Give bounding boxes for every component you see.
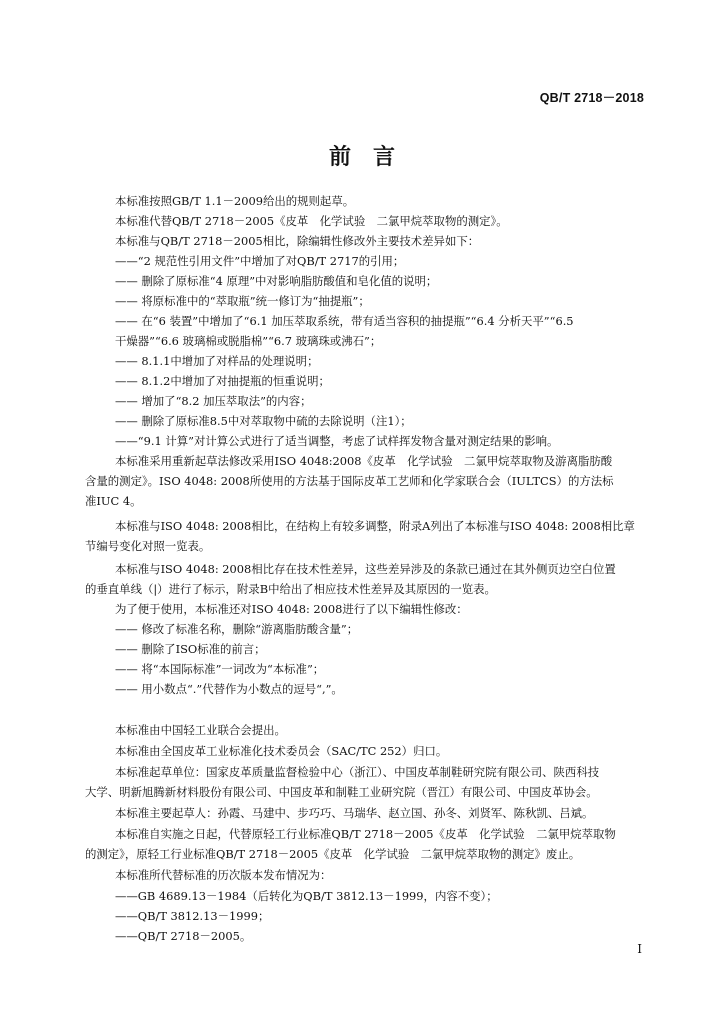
list-item: —— 增加了“8.2 加压萃取法”的内容； bbox=[115, 394, 312, 408]
paragraph-annex-a: 本标准与ISO 4048: 2008相比，在结构上有较多调整，附录A列出了本标准与ISO 4048: 2008相比章 bbox=[115, 519, 635, 533]
list-item: —— 8.1.1中增加了对样品的处理说明； bbox=[115, 354, 319, 368]
list-item: —— 将原标准中的“萃取瓶”统一修订为“抽提瓶”； bbox=[115, 294, 370, 308]
list-item: —— 删除了原标准“4 原理”中对影响脂肪酸值和皂化值的说明； bbox=[115, 274, 438, 288]
paragraph-history-intro: 本标准所代替标准的历次版本发布情况为： bbox=[115, 868, 332, 882]
paragraph-iso-adoption-cont: 准IUC 4。 bbox=[85, 494, 142, 508]
paragraph-drafters: 本标准主要起草人：孙霞、马建中、步巧巧、马瑞华、赵立国、孙冬、刘贤军、陈秋凯、吕斌。 bbox=[115, 806, 594, 820]
paragraph-differences-intro: 本标准与QB/T 2718－2005相比，除编辑性修改外主要技术差异如下： bbox=[115, 234, 480, 248]
paragraph-editorial-intro: 为了便于使用，本标准还对ISO 4048: 2008进行了以下编辑性修改： bbox=[115, 602, 468, 616]
paragraph-iso-adoption: 本标准采用重新起草法修改采用ISO 4048:2008《皮革 化学试验 二氯甲烷萃取物及游离脂肪酸 bbox=[115, 454, 613, 468]
paragraph-drafting-units-cont: 大学、明新旭腾新材料股份有限公司、中国皮革和制鞋工业研究院（晋江）有限公司、中国皮革协会。 bbox=[85, 785, 598, 799]
paragraph-proposer: 本标准由中国轻工业联合会提出。 bbox=[115, 723, 286, 737]
list-item: —— 删除了ISO标准的前言； bbox=[115, 642, 266, 656]
paragraph-replaces: 本标准代替QB/T 2718－2005《皮革 化学试验 二氯甲烷萃取物的测定》。 bbox=[115, 214, 508, 228]
list-item: ——“2 规范性引用文件”中增加了对QB/T 2717的引用； bbox=[115, 254, 405, 268]
list-item: —— 在“6 装置”中增加了“6.1 加压萃取系统，带有适当容积的抽提瓶”“6.4 分析天平”“6.5 bbox=[115, 314, 574, 328]
list-item: ——“9.1 计算”对计算公式进行了适当调整，考虑了试样挥发物含量对测定结果的影响。 bbox=[115, 434, 559, 448]
list-item: —— 将“本国际标准”一词改为“本标准”； bbox=[115, 662, 325, 676]
paragraph-annex-b: 本标准与ISO 4048: 2008相比存在技术性差异，这些差异涉及的条款已通过在其外侧页边空白位置 bbox=[115, 562, 616, 576]
paragraph-drafting-rules: 本标准按照GB/T 1.1－2009给出的规则起草。 bbox=[115, 194, 355, 208]
list-item: —— 修改了标准名称，删除“游离脂肪酸含量”； bbox=[115, 622, 359, 636]
list-item: ——QB/T 2718－2005。 bbox=[115, 929, 252, 943]
paragraph-committee: 本标准由全国皮革工业标准化技术委员会（SAC/TC 252）归口。 bbox=[115, 744, 448, 758]
list-item: ——QB/T 3812.13－1999； bbox=[115, 909, 270, 923]
list-item-continuation: 干燥器”“6.6 玻璃棉或脱脂棉”“6.7 玻璃珠或沸石”； bbox=[115, 334, 382, 348]
paragraph-annex-a-cont: 节编号变化对照一览表。 bbox=[85, 539, 211, 553]
paragraph-drafting-units: 本标准起草单位：国家皮革质量监督检验中心（浙江）、中国皮革制鞋研究院有限公司、陕西科技 bbox=[115, 765, 600, 779]
page-title: 前言 bbox=[328, 145, 417, 170]
list-item: —— 删除了原标准8.5中对萃取物中硫的去除说明（注1）； bbox=[115, 414, 412, 428]
paragraph-annex-b-cont: 的垂直单线（|）进行了标示，附录B中给出了相应技术性差异及其原因的一览表。 bbox=[85, 582, 496, 596]
list-item: —— 用小数点“.”代替作为小数点的逗号“,”。 bbox=[115, 682, 343, 696]
paragraph-implementation-cont: 的测定》，原轻工行业标准QB/T 2718－2005《皮革 化学试验 二氯甲烷萃取物的测定》废止。 bbox=[85, 847, 581, 861]
page-number: I bbox=[637, 942, 642, 956]
paragraph-implementation: 本标准自实施之日起，代替原轻工行业标准QB/T 2718－2005《皮革 化学试验 二氯甲烷萃取物 bbox=[115, 827, 616, 841]
standard-code: QB/T 2718－2018 bbox=[539, 91, 644, 105]
list-item: ——GB 4689.13－1984（后转化为QB/T 3812.13－1999，内容不变）； bbox=[115, 889, 498, 903]
list-item: —— 8.1.2中增加了对抽提瓶的恒重说明； bbox=[115, 374, 330, 388]
paragraph-iso-adoption-cont: 含量的测定》。ISO 4048: 2008所使用的方法基于国际皮革工艺师和化学家联合会（IULTCS）的方法标 bbox=[85, 474, 614, 488]
